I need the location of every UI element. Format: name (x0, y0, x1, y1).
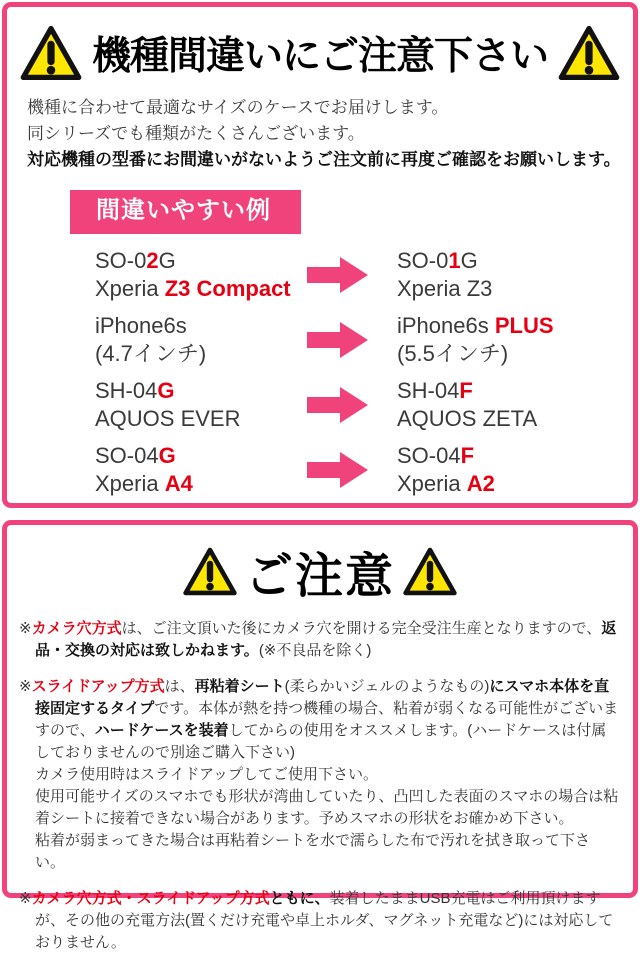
wrong-model-code: SO-04G (95, 442, 176, 468)
top-title-row (7, 23, 633, 83)
wrong-model-name: (4.7インチ) (95, 340, 207, 366)
caution-title: ご注意 (244, 550, 395, 603)
example-row (7, 372, 633, 437)
correct-model-name: AQUOS ZETA (397, 405, 538, 431)
right-arrow-icon (307, 451, 369, 489)
intro-line-1: 機種に合わせて最適なサイズのケースでお届けします。 (27, 98, 449, 117)
wrong-model-name: Xperia A4 (95, 470, 193, 496)
examples-label: 間違いやすい例 (70, 190, 301, 234)
intro-line-3: 対応機種の型番にお間違いがないようご注文前に再度ご確認をお願いします。 (27, 150, 621, 169)
model-warning-panel (2, 2, 638, 508)
page-title: 機種間違いにご注意下さい (91, 35, 548, 78)
correct-model-name: Xperia Z3 (397, 275, 493, 301)
wrong-model (95, 442, 307, 498)
wrong-model-name: Xperia Z3 Compact (95, 275, 291, 301)
note-slide-up: ※スライドアップ方式は、再粘着シート(柔らかいジェルのようなもの)にスマホ本体を直接固定するタイプです。本体が熱を持つ機種の場合、粘着が弱くなる可能性がございますので、ハードケースを装着してからの使用をオススメします。(ハードケースは付属しておりませんので別途ご購入下さい) カメラ使用時はスライドアップしてご使用下さい。 使用可能サイズのスマホでも形状が湾曲していたり、凸凹した表面のスマホの場合は粘着シートに接着できない場合があります。予めスマホの形状をお確かめ下さい。 粘着が弱まってきた場合は再粘着シートを水で濡らした布で汚れを拭き取って下さい。 (19, 678, 619, 871)
warning-triangle-icon (18, 23, 84, 83)
example-row (7, 307, 633, 372)
wrong-model-code: iPhone6s (95, 312, 187, 338)
correct-model-code: iPhone6s PLUS (397, 312, 554, 338)
caution-notes (19, 618, 619, 954)
warning-triangle-icon (556, 23, 622, 83)
caution-panel (2, 520, 638, 951)
note-charging: ※カメラ穴方式・スライドアップ方式ともに、装着したままUSB充電はご利用頂けますが、その他の充電方法(置くだけ充電や卓上ホルダ、マグネット充電など)には対応しておりません。 (19, 890, 614, 951)
example-row (7, 242, 633, 307)
wrong-model-name: AQUOS EVER (95, 405, 241, 431)
correct-model-code: SH-04F (397, 377, 473, 403)
correct-model-name: Xperia A2 (397, 470, 495, 496)
example-rows (7, 242, 633, 502)
wrong-model (95, 247, 307, 303)
correct-model-code: SO-01G (397, 247, 478, 273)
wrong-model (95, 377, 307, 433)
correct-model (397, 442, 495, 498)
warning-triangle-icon (401, 545, 459, 598)
correct-model (397, 312, 554, 368)
wrong-model-code: SH-04G (95, 377, 175, 403)
right-arrow-icon (307, 386, 369, 424)
intro-line-2: 同シリーズでも種類がたくさんございます。 (27, 124, 365, 143)
example-row (7, 437, 633, 502)
warning-triangle-icon (181, 545, 239, 598)
right-arrow-icon (307, 321, 369, 359)
wrong-model (95, 312, 307, 368)
caution-title-row (7, 537, 633, 606)
correct-model-code: SO-04F (397, 442, 475, 468)
intro-text (27, 95, 633, 173)
correct-model (397, 247, 492, 303)
correct-model (397, 377, 537, 433)
note-camera-hole: ※カメラ穴方式は、ご注文頂いた後にカメラ穴を開ける完全受注生産となりますので、返品・交換の対応は致しかねます。(※不良品を除く) (19, 620, 617, 659)
right-arrow-icon (307, 256, 369, 294)
wrong-model-code: SO-02G (95, 247, 176, 273)
correct-model-name: (5.5インチ) (397, 340, 509, 366)
